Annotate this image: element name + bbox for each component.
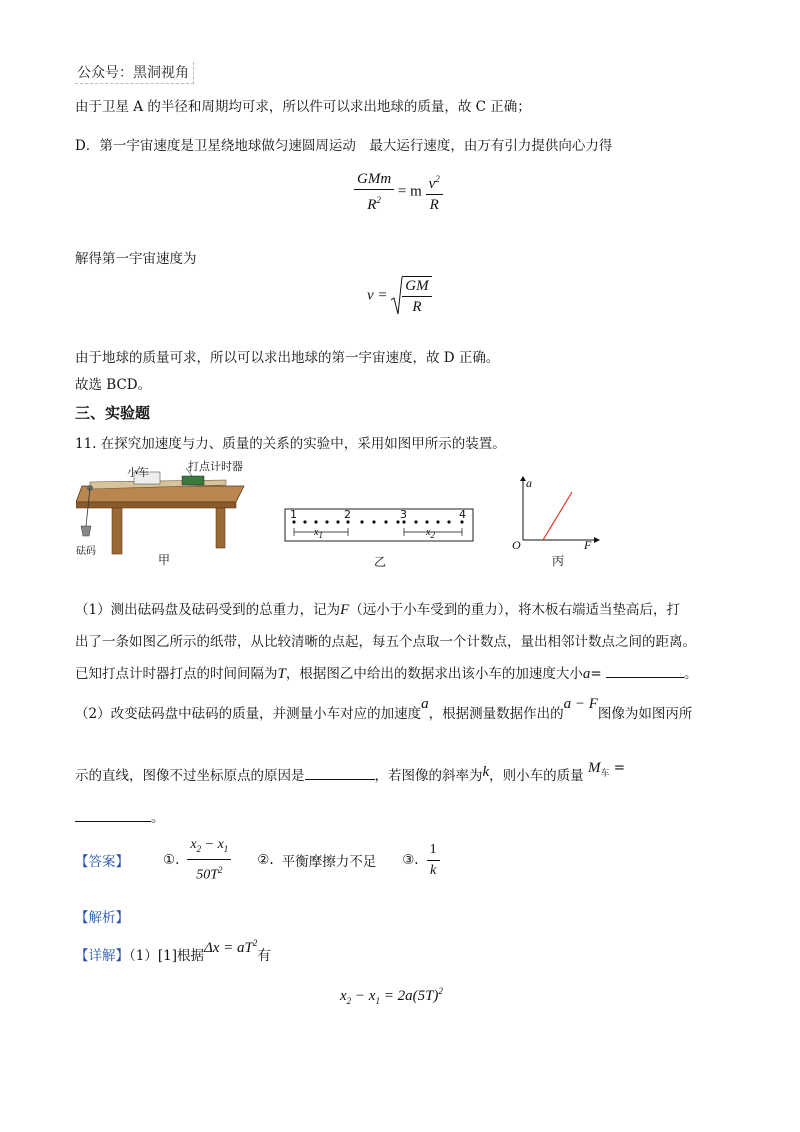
question-part-1-line-3: 已知打点计时器打点的时间间隔为T，根据图乙中给出的数据求出该小车的加速度大小a= 。 — [75, 666, 698, 682]
analysis-label: 【解析】 — [75, 910, 129, 926]
tape-label-x2: $x_2$ — [426, 527, 435, 540]
tape-point-3: 3 — [400, 508, 407, 521]
paragraph: 由于地球的质量可求，所以可以求出地球的第一宇宙速度，故 D 正确。 — [75, 350, 500, 366]
label-timer: 打点计时器 — [188, 460, 243, 473]
detail-line: 【详解】（1）[1]根据$\Delta x = aT^2$有 — [75, 938, 271, 964]
paragraph: D．第一宇宙速度是卫星绕地球做匀速圆周运动 最大运行速度，由万有引力提供向心力得 — [75, 138, 613, 154]
question-part-2-line-1: （2）改变砝码盘中砝码的质量，并测量小车对应的加速度a，根据测量数据作出的a − F图像为如图丙所 — [75, 696, 693, 722]
answer-label: 【答案】 — [75, 854, 129, 871]
question-part-2-line-3: 。 — [75, 806, 165, 826]
answer-3-fraction: $\frac{1}{k}$ — [427, 841, 440, 880]
figure-a-f-graph — [510, 476, 600, 570]
caption-yi: 乙 — [374, 555, 387, 569]
answer-1-fraction: $\frac{x_2 - x_1}{50T^2}$ — [187, 836, 231, 884]
answer-2: 平衡摩擦力不足 — [281, 854, 377, 871]
axis-label-o: O — [512, 538, 521, 552]
equation-displacement: $x_2 - x_1 = 2a(5T)^2$ — [340, 986, 443, 1006]
section-heading: 三、实验题 — [75, 404, 151, 422]
figure-tape — [284, 505, 476, 570]
watermark: 公众号：黑洞视角 — [75, 62, 194, 84]
tape-point-2: 2 — [344, 508, 351, 521]
label-cart: 小车 — [127, 466, 149, 479]
axis-label-f: F — [584, 538, 592, 552]
paragraph: 解得第一宇宙速度为 — [75, 251, 197, 267]
figure-apparatus — [76, 462, 246, 570]
tape-label-x1: $x_1$ — [314, 527, 323, 540]
tape-drawing — [284, 505, 476, 545]
equation-first-cosmic-velocity: v = $\frac{GM}{R}$ — [367, 276, 432, 316]
caption-jia: 甲 — [158, 553, 171, 567]
equation-gravity: $\frac{\text{GMm}}{R^2}$ = m $\frac{v^2}{R}$ — [354, 170, 443, 214]
answer-line: 【答案】 ①. $\frac{x_2 - x_1}{50T^2}$ ②. 平衡摩擦力不足 ③. $\frac{1}{k}$ — [75, 836, 440, 884]
question-11: 11. 在探究加速度与力、质量的关系的实验中，采用如图甲所示的装置。 — [75, 436, 506, 452]
answer-blank-1 — [606, 665, 684, 678]
paragraph: 故选 BCD。 — [75, 377, 152, 393]
tape-point-1: 1 — [290, 508, 297, 521]
tape-point-4: 4 — [459, 508, 466, 521]
label-weight: 砝码 — [76, 546, 96, 557]
caption-bing: 丙 — [552, 554, 565, 568]
question-part-2-line-2: 示的直线，图像不过坐标原点的原因是 ，若图像的斜率为k，则小车的质量 $M_车$ = — [75, 760, 626, 784]
answer-blank-3 — [75, 809, 151, 822]
answer-blank-2 — [305, 767, 375, 780]
question-part-1-line-1: （1）测出砝码盘及砝码受到的总重力，记为F（远小于小车受到的重力），将木板右端适当垫高后，打 — [75, 602, 681, 618]
paragraph: 由于卫星 A 的半径和周期均可求，所以件可以求出地球的质量，故 C 正确； — [75, 99, 531, 115]
question-part-1-line-2: 出了一条如图乙所示的纸带，从比较清晰的点起，每五个点取一个计数点，量出相邻计数点之间的距离。 — [75, 634, 696, 650]
axis-label-a: a — [526, 476, 532, 490]
